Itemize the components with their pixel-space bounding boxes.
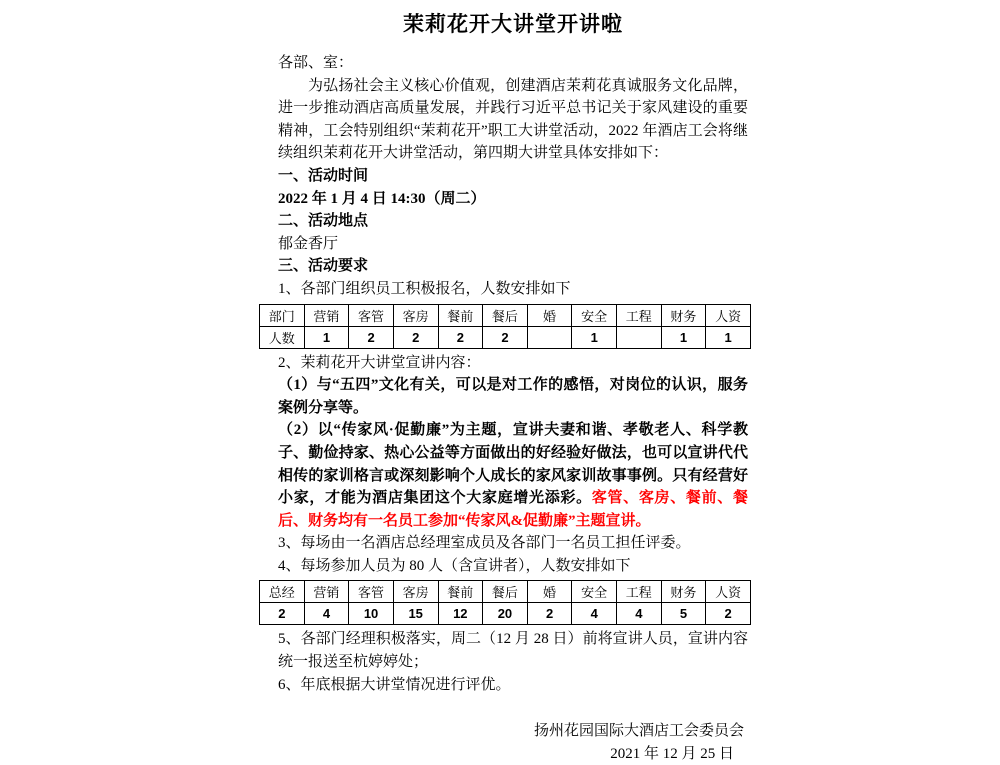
table-header-cell: 餐后 — [483, 304, 528, 326]
table-value-cell: 2 — [393, 326, 438, 348]
content-point-1: （1）与“五四”文化有关，可以是对工作的感悟，对岗位的认识，服务案例分享等。 — [278, 377, 748, 416]
table-header-cell: 总经 — [260, 581, 305, 603]
table-header-cell: 餐前 — [438, 581, 483, 603]
table-value-cell: 2 — [527, 603, 572, 625]
attendance-table — [259, 580, 751, 625]
table-value-cell: 2 — [260, 603, 305, 625]
signup-table-header-row — [260, 304, 751, 326]
table-header-cell: 安全 — [572, 581, 617, 603]
table-header-cell: 财务 — [661, 581, 706, 603]
section1-heading: 一、活动时间 — [278, 167, 369, 184]
attendance-table-value-row — [260, 603, 751, 625]
table-header-cell: 部门 — [260, 304, 305, 326]
requirement-item-2: 2、茉莉花开大讲堂宣讲内容： — [278, 354, 481, 371]
table-row-label: 人数 — [260, 326, 305, 348]
section1-time: 2022 年 1 月 4 日 14:30（周二） — [278, 190, 486, 207]
table-value-cell: 20 — [483, 603, 528, 625]
content-point-2-black: （2）以“传家风·促勤廉”为主题，宣讲夫妻和谐、孝敬老人、科学教子、勤俭持家、热心公益等方面做出的好经验好做法，也可以宣讲代代相传的家训格言或深刻影响个人成长的家风家训故事事例。只有经营好小家，才能为酒店集团这个大家庭增光添彩。 — [278, 422, 748, 507]
table-value-cell: 2 — [706, 603, 751, 625]
requirement-item-1: 1、各部门组织员工积极报名，人数安排如下 — [278, 280, 571, 297]
table-header-cell: 工程 — [617, 304, 662, 326]
attendance-table-header-row — [260, 581, 751, 603]
requirement-item-4: 4、每场参加人员为 80 人（含宣讲者），人数安排如下 — [278, 557, 631, 574]
content-point-2-red: 客管、客房、餐前、餐后、财务均有一名员工参加“传家风&促勤廉”主题宣讲。 — [278, 490, 748, 529]
table-value-cell: 15 — [393, 603, 438, 625]
table-value-cell: 12 — [438, 603, 483, 625]
table-value-cell: 10 — [349, 603, 394, 625]
signature-date: 2021 年 12 月 25 日 — [610, 745, 734, 762]
table-value-cell: 2 — [438, 326, 483, 348]
table-value-cell: 2 — [349, 326, 394, 348]
table-value-cell: 2 — [483, 326, 528, 348]
table-value-cell: 1 — [572, 326, 617, 348]
table-value-cell — [617, 326, 662, 348]
table-header-cell: 婚 — [527, 581, 572, 603]
table-header-cell: 客管 — [349, 581, 394, 603]
table-value-cell: 4 — [572, 603, 617, 625]
table-header-cell: 人资 — [706, 304, 751, 326]
requirement-item-6: 6、年底根据大讲堂情况进行评优。 — [278, 676, 511, 693]
table-header-cell: 客房 — [393, 304, 438, 326]
intro-paragraph: 为弘扬社会主义核心价值观，创建酒店茉莉花真诚服务文化品牌，进一步推动酒店高质量发展，并践行习近平总书记关于家风建设的重要精神，工会特别组织“茉莉花开”职工大讲堂活动，2022 年酒店工会将继续组织茉莉花开大讲堂活动，第四期大讲堂具体安排如下： — [278, 77, 748, 162]
signup-table-value-row — [260, 326, 751, 348]
table-value-cell: 1 — [304, 326, 349, 348]
table-header-cell: 餐后 — [483, 581, 528, 603]
signature-organization: 扬州花园国际大酒店工会委员会 — [533, 723, 744, 740]
table-header-cell: 营销 — [304, 304, 349, 326]
table-value-cell: 5 — [661, 603, 706, 625]
table-value-cell: 1 — [661, 326, 706, 348]
requirement-item-5: 5、各部门经理积极落实，周二（12 月 28 日）前将宣讲人员，宣讲内容统一报送至杭婷婷处； — [278, 631, 748, 671]
table-header-cell: 工程 — [617, 581, 662, 603]
section2-heading: 二、活动地点 — [278, 213, 369, 230]
signup-table — [259, 304, 751, 349]
document-page — [268, 0, 748, 765]
table-header-cell: 财务 — [661, 304, 706, 326]
salutation: 各部、室： — [278, 55, 354, 71]
table-header-cell: 餐前 — [438, 304, 483, 326]
table-header-cell: 客房 — [393, 581, 438, 603]
table-value-cell: 4 — [617, 603, 662, 625]
table-value-cell — [527, 326, 572, 348]
table-header-cell: 客管 — [349, 304, 394, 326]
table-header-cell: 安全 — [572, 304, 617, 326]
table-header-cell: 婚 — [527, 304, 572, 326]
table-value-cell: 1 — [706, 326, 751, 348]
document-title: 茉莉花开大讲堂开讲啦 — [403, 12, 623, 36]
table-value-cell: 4 — [304, 603, 349, 625]
table-header-cell: 人资 — [706, 581, 751, 603]
section3-heading: 三、活动要求 — [278, 258, 369, 275]
table-header-cell: 营销 — [304, 581, 349, 603]
requirement-item-3: 3、每场由一名酒店总经理室成员及各部门一名员工担任评委。 — [278, 535, 691, 552]
section2-location: 郁金香厅 — [278, 235, 339, 252]
content-point-2 — [278, 419, 748, 532]
